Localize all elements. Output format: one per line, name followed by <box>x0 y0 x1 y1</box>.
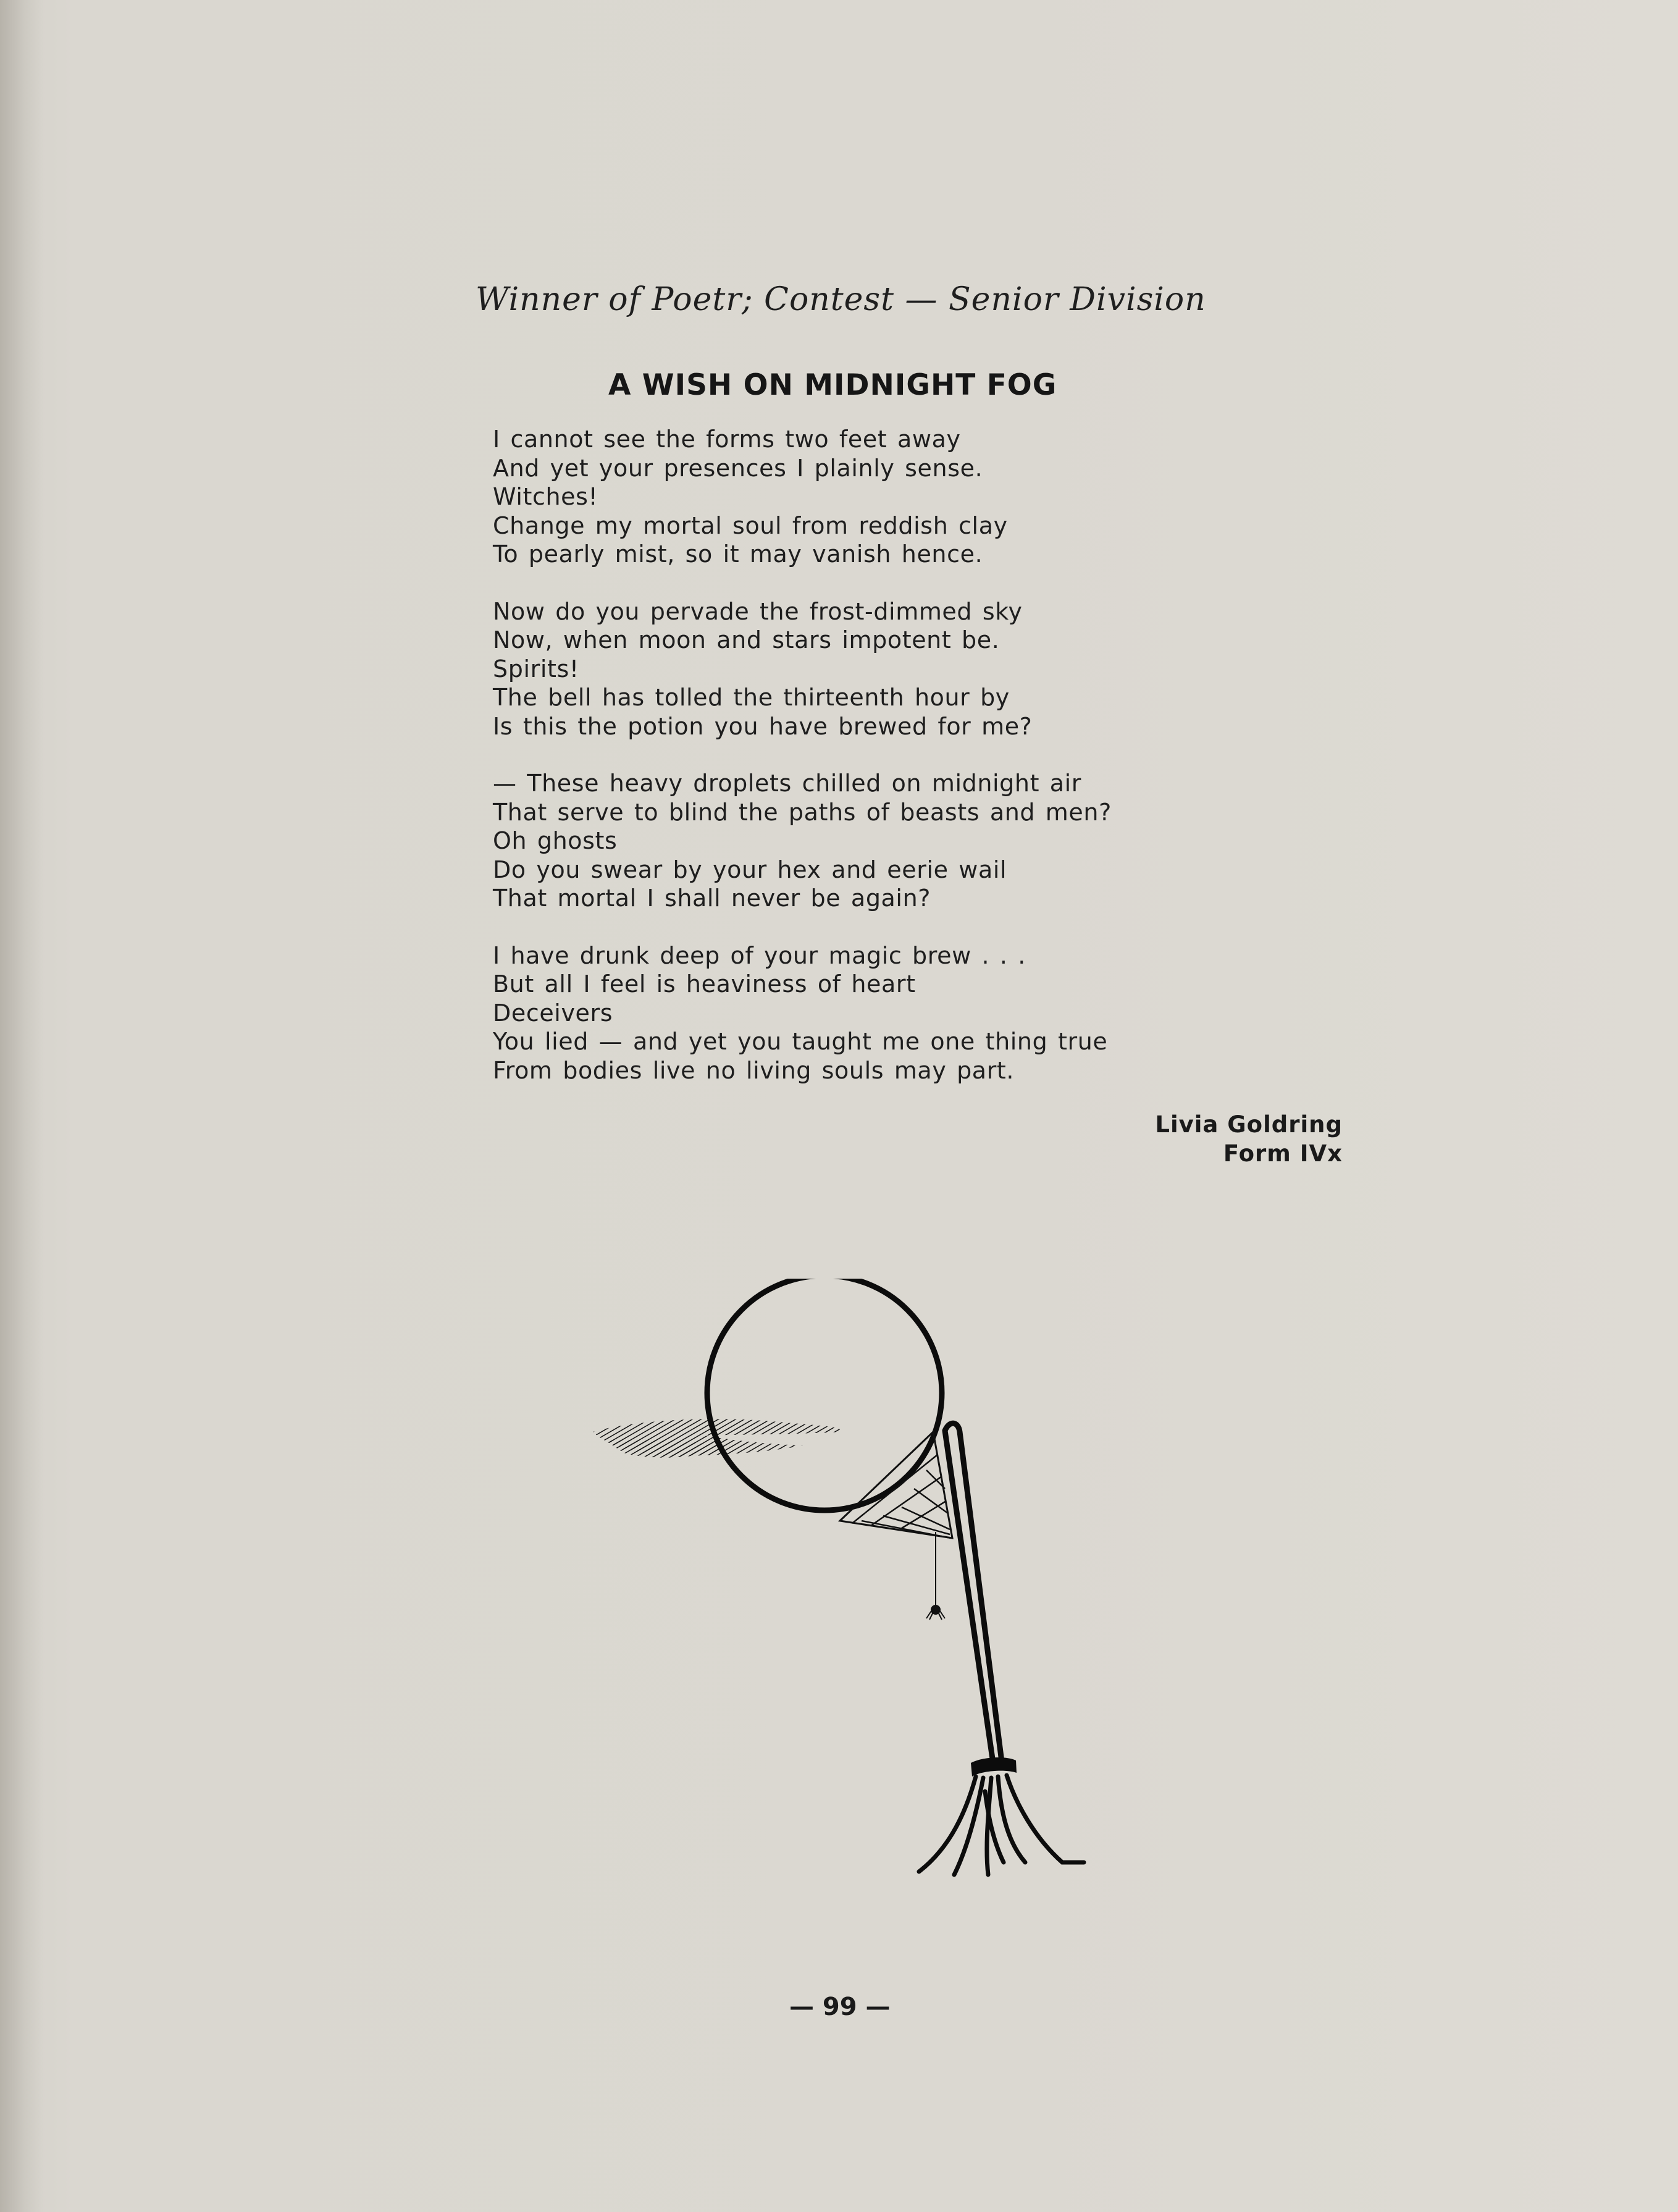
page-number: — 99 — <box>789 1993 891 2021</box>
moon-broom-cobweb-spider-icon <box>581 1279 1099 1890</box>
poem-line: Deceivers <box>493 999 613 1027</box>
poem-line: Now do you pervade the frost-dimmed sky <box>493 597 1023 625</box>
poem-line: I have drunk deep of your magic brew . . . <box>493 941 1026 969</box>
poem-line: I cannot see the forms two feet away <box>493 426 961 453</box>
moon-icon <box>707 1279 942 1510</box>
poem-line: The bell has tolled the thirteenth hour by <box>493 684 1010 711</box>
poem-line: — These heavy droplets chilled on midnight air <box>493 770 1082 797</box>
poem-line: That mortal I shall never be again? <box>493 885 931 912</box>
poem-line: To pearly mist, so it may vanish hence. <box>493 540 983 568</box>
spider-icon <box>926 1532 945 1620</box>
poem-line: Do you swear by your hex and eerie wail <box>493 856 1007 883</box>
poem-line: From bodies live no living souls may part. <box>493 1056 1015 1084</box>
stanza-2 <box>493 597 1112 741</box>
poem-line: Is this the potion you have brewed for me? <box>493 712 1033 740</box>
stanza-3 <box>493 769 1112 913</box>
author-name: Livia Goldring <box>1155 1111 1343 1138</box>
stanza-4 <box>493 941 1112 1085</box>
poem-title: A WISH ON MIDNIGHT FOG <box>608 368 1057 402</box>
author-form: Form IVx <box>1223 1140 1343 1167</box>
stanza-1 <box>493 425 1112 569</box>
poem-line: Witches! <box>493 483 598 510</box>
poem-line: But all I feel is heaviness of heart <box>493 970 916 998</box>
poem-line: Spirits! <box>493 655 579 683</box>
poem-line: And yet your presences I plainly sense. <box>493 454 983 482</box>
poem-line: You lied — and yet you taught me one thing true <box>493 1028 1108 1055</box>
poem-line: Change my mortal soul from reddish clay <box>493 511 1008 539</box>
poem-line: Now, when moon and stars impotent be. <box>493 626 1000 654</box>
poem-body <box>493 425 1112 1113</box>
author-signature <box>1155 1110 1343 1168</box>
poem-line: Oh ghosts <box>493 827 618 854</box>
poem-line: That serve to blind the paths of beasts and men? <box>493 798 1112 826</box>
contest-heading: Winner of Poetr; Contest — Senior Division <box>476 281 1206 318</box>
